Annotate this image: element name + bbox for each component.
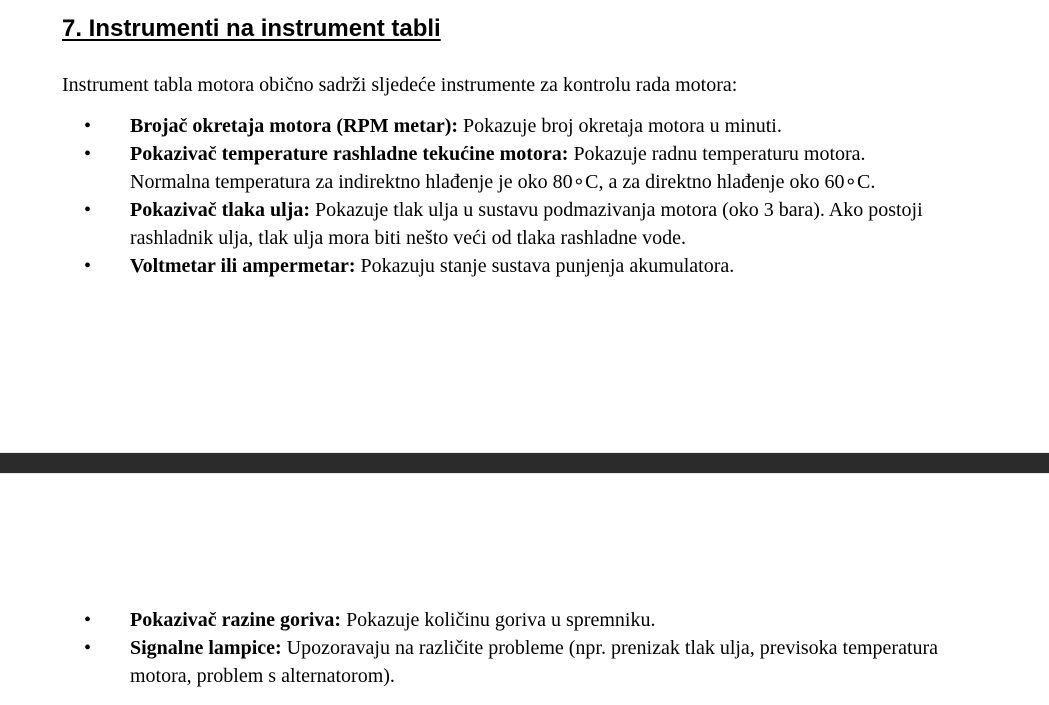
bullet-desc: Pokazuje količinu goriva u spremniku. [341, 609, 656, 631]
bullet-desc: Pokazuje tlak ulja u sustavu podmazivanja motora (oko 3 bara). Ako postoji rashladnik ulja, tlak ulja mora biti nešto veći od tlaka rashladne vode. [130, 199, 923, 249]
bullet-term: Pokazivač tlaka ulja: [130, 199, 310, 221]
bullet-term: Pokazivač razine goriva: [130, 609, 342, 631]
list-item [62, 252, 948, 280]
section-title: 7. Instrumenti na instrument tabli [62, 15, 441, 42]
list-item [62, 140, 948, 196]
bullet-term: Brojač okretaja motora (RPM metar): [130, 115, 459, 137]
instrument-list-page1 [62, 112, 948, 280]
bullet-term: Voltmetar ili ampermetar: [130, 255, 356, 277]
bullet-term: Signalne lampice: [130, 637, 282, 659]
bullet-desc: Pokazuju stanje sustava punjenja akumulatora. [355, 255, 735, 277]
intro-paragraph: Instrument tabla motora obično sadrži sljedeće instrumente za kontrolu rada motora: [62, 74, 738, 96]
bullet-desc: Upozoravaju na različite probleme (npr. prenizak tlak ulja, previsoka temperatura motora, problem s alternatorom). [130, 637, 939, 687]
instrument-list-page2 [62, 606, 948, 690]
page-break-separator [0, 452, 1049, 474]
list-item [62, 634, 948, 690]
list-item [62, 606, 948, 634]
bullet-desc: Pokazuje broj okretaja motora u minuti. [458, 115, 782, 137]
list-item [62, 112, 948, 140]
list-item [62, 196, 948, 252]
bullet-term: Pokazivač temperature rashladne tekućine motora: [130, 143, 569, 165]
bullet-desc: Pokazuje radnu temperaturu motora. Normalna temperatura za indirektno hlađenje je oko 80∘C, a za direktno hlađenje oko 60∘C. [130, 143, 876, 193]
